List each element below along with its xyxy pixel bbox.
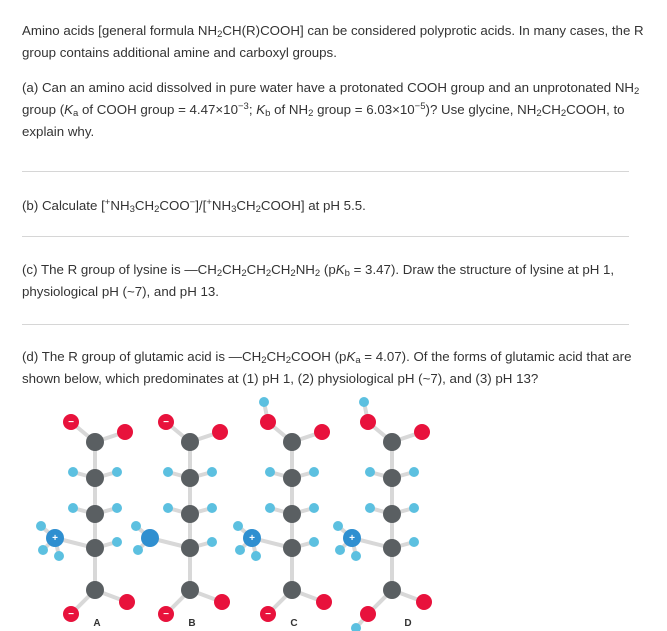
glutamic-acid-models <box>0 390 667 631</box>
nitrogen-atom <box>141 529 159 547</box>
carbon-atom <box>86 581 104 599</box>
molecule-a <box>36 414 135 629</box>
molecule-label: B <box>188 618 196 629</box>
carbon-atom <box>283 469 301 487</box>
question-content <box>22 20 647 143</box>
oxygen-atom <box>314 424 330 440</box>
oxygen-atom <box>316 594 332 610</box>
molecule-label: D <box>404 618 412 629</box>
molecule-d <box>333 397 432 631</box>
intro-text: Amino acids [general formula $NH_2CH(R)COOH$] can be considered polyprotic acids. In many cases, the R group contains additional amine and carboxyl groups. <box>22 23 644 60</box>
hydrogen-atom <box>233 521 243 531</box>
oxygen-atom <box>360 414 376 430</box>
oxygen-atom <box>414 424 430 440</box>
divider-a <box>22 171 629 172</box>
hydrogen-atom <box>359 397 369 407</box>
hydrogen-atom <box>409 467 419 477</box>
nitrogen-charge: + <box>249 533 255 544</box>
carbon-atom <box>383 505 401 523</box>
carbon-atom <box>181 505 199 523</box>
carbon-atom <box>86 469 104 487</box>
part-c-text: (c) The R group of lysine is $—CH_2CH_2CH_2CH_2NH_2$ $(pK_b = 3.47)$. Draw the structure of lysine at pH 1, physiological pH (~7), and pH 13. <box>22 262 615 299</box>
divider-b <box>22 236 629 237</box>
hydrogen-atom <box>309 537 319 547</box>
hydrogen-atom <box>112 467 122 477</box>
hydrogen-atom <box>351 551 361 561</box>
bottom-oxygen-charge: − <box>163 609 169 620</box>
hydrogen-atom <box>365 503 375 513</box>
hydrogen-atom <box>207 537 217 547</box>
carbon-atom <box>181 581 199 599</box>
top-oxygen-charge: − <box>163 417 169 428</box>
oxygen-atom <box>214 594 230 610</box>
carbon-atom <box>383 433 401 451</box>
carbon-atom <box>283 539 301 557</box>
part-b-text: (b) Calculate $[^+NH_3CH_2COO^-]/[^+NH_3CH_2COOH]$ at pH 5.5. <box>22 197 366 215</box>
carbon-atom <box>383 581 401 599</box>
carbon-atom <box>283 433 301 451</box>
hydrogen-atom <box>68 467 78 477</box>
carbon-atom <box>181 469 199 487</box>
hydrogen-atom <box>207 503 217 513</box>
bottom-oxygen-charge: − <box>265 609 271 620</box>
carbon-atom <box>283 581 301 599</box>
hydrogen-atom <box>163 503 173 513</box>
hydrogen-atom <box>333 521 343 531</box>
hydrogen-atom <box>38 545 48 555</box>
top-oxygen-charge: − <box>68 417 74 428</box>
oxygen-atom <box>260 414 276 430</box>
hydrogen-atom <box>112 537 122 547</box>
molecule-label: C <box>290 618 298 629</box>
nitrogen-charge: + <box>52 533 58 544</box>
hydrogen-atom <box>259 397 269 407</box>
carbon-atom <box>383 469 401 487</box>
carbon-atom <box>283 505 301 523</box>
hydrogen-atom <box>207 467 217 477</box>
nitrogen-charge: + <box>349 533 355 544</box>
carbon-atom <box>383 539 401 557</box>
hydrogen-atom <box>309 503 319 513</box>
part-d-text: (d) The R group of glutamic acid is $—CH_2CH_2COOH$ $(pK_a = 4.07)$. Of the forms of glutamic acid that are shown below, which predominates at (1) pH 1, (2) physiological pH (~7), and (3) pH 13? <box>22 349 632 386</box>
molecule-label: A <box>93 618 101 629</box>
hydrogen-atom <box>131 521 141 531</box>
carbon-atom <box>181 433 199 451</box>
hydrogen-atom <box>265 467 275 477</box>
divider-c <box>22 324 629 325</box>
oxygen-atom <box>360 606 376 622</box>
hydrogen-atom <box>68 503 78 513</box>
carbon-atom <box>86 505 104 523</box>
carbon-atom <box>181 539 199 557</box>
hydrogen-atom <box>251 551 261 561</box>
carbon-atom <box>86 433 104 451</box>
molecule-b <box>131 414 230 629</box>
hydrogen-atom <box>163 467 173 477</box>
oxygen-atom <box>416 594 432 610</box>
oxygen-atom <box>212 424 228 440</box>
hydrogen-atom <box>335 545 345 555</box>
hydrogen-atom <box>36 521 46 531</box>
hydrogen-atom <box>409 537 419 547</box>
hydrogen-atom <box>54 551 64 561</box>
molecule-c <box>233 397 332 629</box>
hydrogen-atom <box>112 503 122 513</box>
bottom-oxygen-charge: − <box>68 609 74 620</box>
hydrogen-atom <box>265 503 275 513</box>
hydrogen-atom <box>235 545 245 555</box>
oxygen-atom <box>117 424 133 440</box>
hydrogen-atom <box>133 545 143 555</box>
hydrogen-atom <box>365 467 375 477</box>
hydrogen-atom <box>309 467 319 477</box>
hydrogen-atom <box>409 503 419 513</box>
carbon-atom <box>86 539 104 557</box>
part-a-text: (a) Can an amino acid dissolved in pure water have a protonated COOH group and an unprotonated $NH_2$ group ($K_a$ of COOH group = $4.47\times 10^{-3}$; $K_b$ of $NH_2$ group = $6.03\times 10^{-5}$)? Use glycine, $NH_2CH_2COOH$, to explain why. <box>22 80 640 139</box>
oxygen-atom <box>119 594 135 610</box>
